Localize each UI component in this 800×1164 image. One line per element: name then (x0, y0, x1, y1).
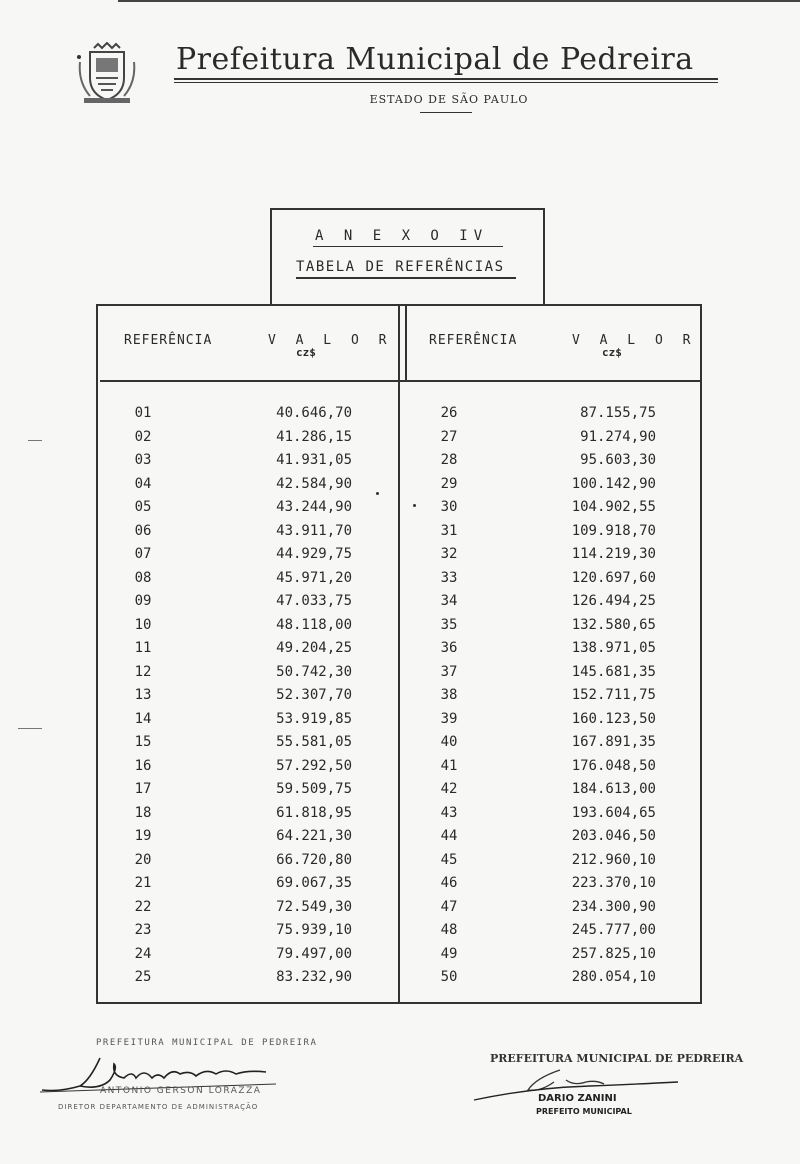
value-cell: 50.742,30 (276, 663, 352, 680)
reference-cell: 06 (134, 522, 152, 539)
reference-cell: 45 (440, 851, 458, 868)
annex-table-title: TABELA DE REFERÊNCIAS (296, 259, 505, 275)
reference-cell: 42 (440, 781, 458, 797)
reference-cell: 21 (134, 875, 152, 891)
title-underline-thin (174, 82, 718, 83)
value-cell: 176.048,50 (571, 757, 656, 774)
reference-cell: 30 (440, 499, 458, 515)
value-cell: 120.697,60 (571, 569, 656, 586)
reference-cell: 43 (440, 804, 458, 821)
value-cell: 167.891,35 (571, 734, 656, 750)
table-header-divider (405, 304, 407, 382)
value-cell: 126.494,25 (571, 593, 656, 609)
reference-cell: 44 (440, 828, 458, 844)
reference-cell: 14 (134, 710, 152, 727)
reference-cell: 26 (440, 405, 458, 421)
value-cell: 109.918,70 (571, 522, 656, 539)
value-cell: 212.960,10 (571, 851, 656, 868)
municipal-crest-icon (76, 42, 138, 106)
reference-cell: 49 (440, 945, 458, 962)
left-signatory-name: ANTONIO GERSON LORAZZA (100, 1086, 262, 1096)
value-cell: 72.549,30 (276, 898, 352, 915)
reference-cell: 35 (440, 616, 458, 633)
reference-cell: 17 (134, 781, 152, 797)
reference-cell: 40 (440, 734, 458, 750)
reference-cell: 39 (440, 710, 458, 727)
reference-cell: 24 (134, 945, 152, 962)
top-edge-line (118, 0, 800, 2)
left-signature-stamp: PREFEITURA MUNICIPAL DE PEDREIRA (96, 1038, 318, 1048)
header-valor-left: V A L O R (268, 333, 393, 348)
value-cell: 69.067,35 (276, 875, 352, 891)
left-reference-column (118, 402, 168, 990)
value-cell: 87.155,75 (580, 405, 656, 421)
municipality-title: Prefeitura Municipal de Pedreira (176, 42, 694, 77)
annex-title-underline (296, 277, 516, 279)
value-cell: 59.509,75 (276, 781, 352, 797)
reference-cell: 07 (134, 546, 152, 562)
header-referencia-right: REFERÊNCIA (429, 333, 518, 348)
value-cell: 104.902,55 (571, 499, 656, 515)
reference-cell: 16 (134, 757, 152, 774)
value-cell: 257.825,10 (571, 945, 656, 962)
reference-cell: 34 (440, 593, 458, 609)
value-cell: 42.584,90 (276, 475, 352, 492)
reference-cell: 18 (134, 804, 152, 821)
value-cell: 57.292,50 (276, 757, 352, 774)
value-cell: 55.581,05 (276, 734, 352, 750)
value-cell: 100.142,90 (571, 475, 656, 492)
value-cell: 45.971,20 (276, 569, 352, 586)
reference-cell: 28 (440, 452, 458, 468)
reference-cell: 04 (134, 475, 152, 492)
right-value-column (520, 402, 656, 990)
scan-speck (28, 440, 42, 441)
value-cell: 245.777,00 (571, 922, 656, 938)
reference-cell: 48 (440, 922, 458, 938)
value-cell: 75.939,10 (276, 922, 352, 938)
reference-cell: 08 (134, 569, 152, 586)
value-cell: 203.046,50 (571, 828, 656, 844)
value-cell: 41.286,15 (276, 428, 352, 445)
title-underline (174, 78, 718, 80)
value-cell: 91.274,90 (580, 428, 656, 445)
value-cell: 43.911,70 (276, 522, 352, 539)
annex-header-box (270, 208, 545, 306)
reference-cell: 27 (440, 428, 458, 445)
value-cell: 43.244,90 (276, 499, 352, 515)
scan-speck (18, 728, 42, 729)
scan-speck (413, 504, 416, 507)
reference-cell: 03 (134, 452, 152, 468)
value-cell: 64.221,30 (276, 828, 352, 844)
value-cell: 280.054,10 (571, 969, 656, 985)
value-cell: 66.720,80 (276, 851, 352, 868)
value-cell: 193.604,65 (571, 804, 656, 821)
value-cell: 61.818,95 (276, 804, 352, 821)
reference-cell: 38 (440, 687, 458, 703)
reference-cell: 20 (134, 851, 152, 868)
header-valor-right: V A L O R (572, 333, 697, 348)
header-referencia-left: REFERÊNCIA (124, 333, 213, 348)
header-currency-left: cz$ (296, 346, 316, 359)
value-cell: 48.118,00 (276, 616, 352, 633)
reference-cell: 02 (134, 428, 152, 445)
value-cell: 132.580,65 (571, 616, 656, 633)
right-signatory-name: DARIO ZANINI (538, 1093, 617, 1104)
value-cell: 44.929,75 (276, 546, 352, 562)
scan-speck (376, 492, 379, 495)
reference-cell: 25 (134, 969, 152, 985)
value-cell: 138.971,05 (571, 640, 656, 656)
state-subtitle: ESTADO DE SÃO PAULO (369, 93, 529, 106)
value-cell: 152.711,75 (571, 687, 656, 703)
annex-number-underline (313, 246, 503, 247)
value-cell: 114.219,30 (571, 546, 656, 562)
header-currency-right: cz$ (602, 346, 622, 359)
value-cell: 223.370,10 (571, 875, 656, 891)
right-reference-column (424, 402, 474, 990)
reference-cell: 10 (134, 616, 152, 633)
reference-cell: 29 (440, 475, 458, 492)
value-cell: 83.232,90 (276, 969, 352, 985)
value-cell: 53.919,85 (276, 710, 352, 727)
reference-cell: 50 (440, 969, 458, 985)
reference-cell: 41 (440, 757, 458, 774)
reference-cell: 09 (134, 593, 152, 609)
value-cell: 79.497,00 (276, 945, 352, 962)
annex-number: A N E X O IV (315, 228, 489, 244)
value-cell: 234.300,90 (571, 898, 656, 915)
reference-cell: 05 (134, 499, 152, 515)
reference-cell: 12 (134, 663, 152, 680)
reference-cell: 33 (440, 569, 458, 586)
left-value-column (230, 402, 352, 990)
subtitle-underline (420, 112, 472, 113)
right-signatory-role: PREFEITO MUNICIPAL (536, 1107, 632, 1116)
reference-cell: 47 (440, 898, 458, 915)
right-signature-stamp: PREFEITURA MUNICIPAL DE PEDREIRA (490, 1052, 744, 1065)
value-cell: 47.033,75 (276, 593, 352, 609)
value-cell: 160.123,50 (571, 710, 656, 727)
value-cell: 145.681,35 (571, 663, 656, 680)
value-cell: 184.613,00 (571, 781, 656, 797)
reference-cell: 32 (440, 546, 458, 562)
reference-cell: 23 (134, 922, 152, 938)
reference-cell: 15 (134, 734, 152, 750)
reference-cell: 36 (440, 640, 458, 656)
value-cell: 52.307,70 (276, 687, 352, 703)
left-signatory-role: DIRETOR DEPARTAMENTO DE ADMINISTRAÇÃO (58, 1103, 259, 1111)
reference-cell: 31 (440, 522, 458, 539)
reference-cell: 01 (134, 405, 152, 421)
reference-cell: 22 (134, 898, 152, 915)
reference-cell: 11 (134, 640, 152, 656)
reference-cell: 19 (134, 828, 152, 844)
reference-cell: 46 (440, 875, 458, 891)
value-cell: 95.603,30 (580, 452, 656, 468)
reference-cell: 37 (440, 663, 458, 680)
table-column-divider (398, 304, 400, 1004)
value-cell: 41.931,05 (276, 452, 352, 468)
table-header-rule (100, 380, 702, 382)
reference-cell: 13 (134, 687, 152, 703)
value-cell: 40.646,70 (276, 405, 352, 421)
value-cell: 49.204,25 (276, 640, 352, 656)
